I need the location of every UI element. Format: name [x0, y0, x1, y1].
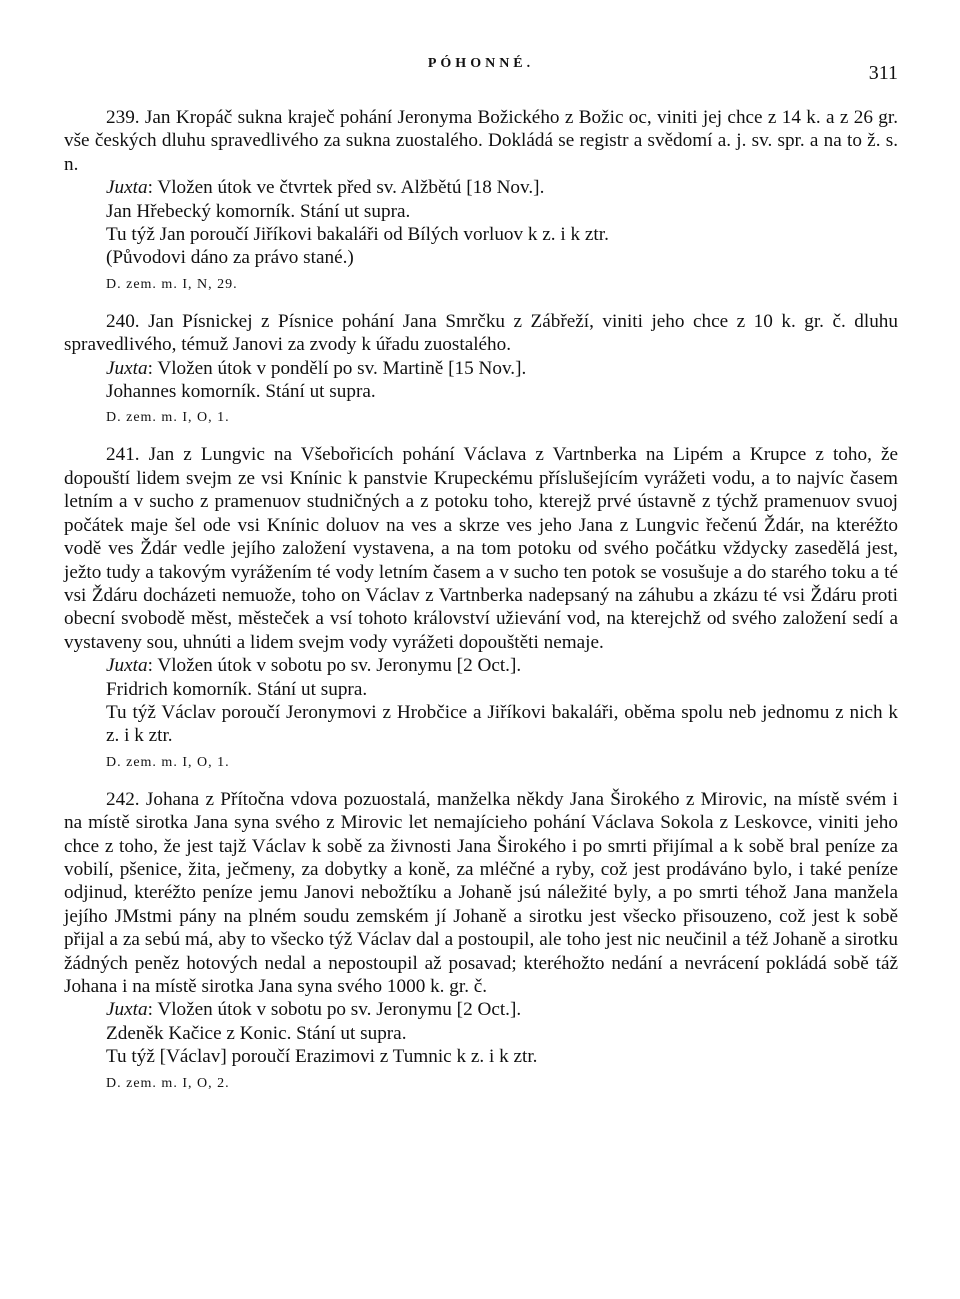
- juxta-label: Juxta: [106, 357, 148, 379]
- juxta-label: Juxta: [106, 999, 148, 1021]
- juxta-text: : Vložen útok v sobotu po sv. Jeronymu [2 Oct.].: [147, 999, 522, 1021]
- entry-text: 239. Jan Kropáč sukna kraječ pohání Jeronyma Božického z Božic oc, viniti jej chce z 14 k. a z 26 gr. vše českých dluhu spravedlivého za sukna zuostalého. Dokládá se registr a svědomí a. j. sv. spr. a na to ž. s. n.: [64, 107, 898, 175]
- entry-241: [64, 443, 898, 773]
- note-line: Fridrich komorník. Stání ut supra.: [106, 678, 368, 700]
- note-line: Zdeněk Kačice z Konic. Stání ut supra.: [106, 1022, 407, 1044]
- entry-text: 241. Jan z Lungvic na Všebořicích pohání Václava z Vartnberka na Lipém a Krupce z toho, že dopouští lidem svejm ze vsi Knínic k panstvie Krupeckému příslušejícím vyrážeti vodu, a to najvíc časem letním a v sucho z pramenuov studničných a z potoku toho, kterejž prvé ústavně z týchž pramenuov svuoj počátek maje šel ode vsi Knínic doluov na ves a skrze ves jeho Jana z Lungvic řečenú Ždár, na kteréžto vodě ves Ždár vedle jejího založení vystavena, a na tom potoku od svého počátku vždycky zasedělá jest, ježto tudy a takovým vyrážením té vody letním časem a v sucho ten potok se vosušuje a do starého toku a té vsi Ždáru docházeti nemuože, toho on Václav z Vartnberka nadepsaný na záhubu a zkázu té vsi Ždáru proti obecní svobodě měst, městeček a vsí tohoto království užievání vod, na kterejchž od svého založení sedí a vystaveny sou, uhnúti a lidem svejm vody vyrážeti dopouštěti nemaje.: [64, 444, 898, 653]
- source-citation: D. zem. m. I, O, 1.: [106, 410, 230, 426]
- juxta-text: : Vložen útok v sobotu po sv. Jeronymu [2 Oct.].: [147, 655, 522, 677]
- juxta-line: [64, 357, 898, 380]
- note-line: Johannes komorník. Stání ut supra.: [106, 381, 376, 403]
- juxta-line: [64, 654, 898, 677]
- entry-text: 240. Jan Písnickej z Písnice pohání Jana Smrčku z Zábřeží, viniti jeho chce z 10 k. gr. č. dluhu spravedlivého, témuž Janovi za zvody k úřadu zuostalého.: [64, 310, 898, 356]
- entry-text: 242. Johana z Přítočna vdova pozuostalá, manželka někdy Jana Širokého z Mirovic, na místě svém i na místě sirotka Jana syna svého z Mirovic let nemajícieho pohání Václava Sokola z Leskovce, viniti jeho chce z toho, že jest tajž Václav k sobě za živnosti Jana Širokého i po smrti přijímal a k sobě bral peníze za vobilí, pšenice, žita, ječmeny, za dobytky a koně, za mléčné a ryby, což jest prodáváno bylo, i také peníze odjinud, kteréžto peníze jemu Janovi nebožtíku a Johaně jsú náležité byly, a po smrti téhož Jana manžela jejího JMstmi pány na plném soudu zemském jí Johaně a sirotku jest všecko přisouzeno, což jest k sobě přijal a za sebú má, aby to všecko týž Václav dal a postoupil, ale toho jest nic neučinil a též Johaně a sirotku žádných peněz hotových nedal a nepostoupil až posavad; kteréhožto nedání a nevrácení pokládá sobě táž Johana i na místě sirotka Jana syna svého 1000 k. gr. č.: [64, 788, 898, 997]
- document-page: [64, 56, 898, 1095]
- juxta-label: Juxta: [106, 655, 148, 677]
- running-head: PÓHONNÉ.: [427, 56, 535, 71]
- juxta-text: : Vložen útok ve čtvrtek před sv. Alžbětú [18 Nov.].: [147, 177, 545, 199]
- source-citation: D. zem. m. I, O, 2.: [106, 1075, 230, 1091]
- note-line: (Původovi dáno za právo stané.): [106, 247, 354, 269]
- entry-242: [64, 788, 898, 1095]
- juxta-line: [64, 176, 898, 199]
- note-line: Tu týž Václav poroučí Jeronymovi z Hrobčice a Jiříkovi bakaláři, oběma spolu neb jednomu z nich k z. i k ztr.: [106, 701, 898, 747]
- juxta-label: Juxta: [106, 177, 148, 199]
- note-line: Tu týž Jan poroučí Jiříkovi bakaláři od Bílých vorluov k z. i k ztr.: [106, 224, 609, 246]
- note-line: Jan Hřebecký komorník. Stání ut supra.: [106, 200, 411, 222]
- juxta-text: : Vložen útok v pondělí po sv. Martině [15 Nov.].: [147, 357, 527, 379]
- source-citation: D. zem. m. I, N, 29.: [106, 276, 238, 292]
- juxta-line: [64, 998, 898, 1021]
- page-header: [64, 56, 898, 92]
- entry-240: [64, 310, 898, 430]
- source-citation: D. zem. m. I, O, 1.: [106, 754, 230, 770]
- page-number: 311: [868, 62, 898, 84]
- note-line: Tu týž [Václav] poroučí Erazimovi z Tumnic k z. i k ztr.: [106, 1046, 538, 1068]
- entry-239: [64, 106, 898, 296]
